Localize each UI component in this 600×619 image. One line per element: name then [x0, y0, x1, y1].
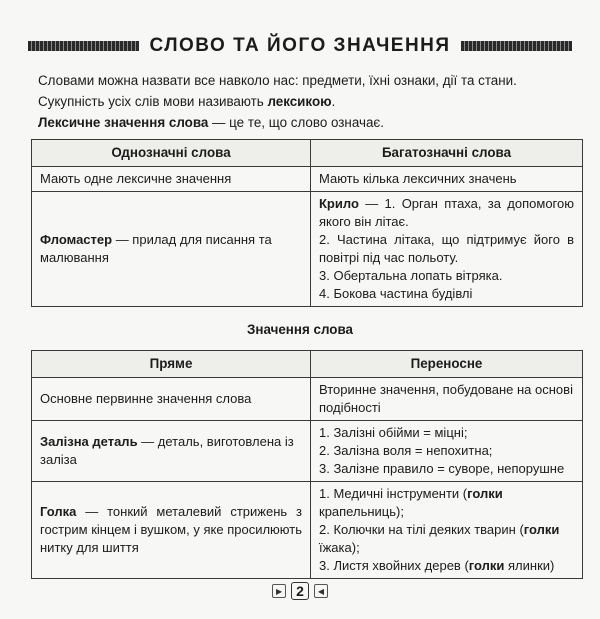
intro-text: [38, 70, 578, 133]
title-row: [28, 32, 572, 60]
cell-zalizne-figurative: [311, 421, 583, 482]
holka-meaning: — тонкий металевий стрижень з гострим кінцем і вушком, у яке просилюють нитку для шиття: [40, 504, 302, 555]
intro-line-3: [38, 112, 578, 133]
arrow-right-icon: ▶: [272, 584, 286, 598]
list-item: [319, 485, 574, 521]
header-figurative: Переносне: [311, 351, 583, 378]
title-decor-right: [461, 41, 572, 51]
intro-line-2: [38, 91, 578, 112]
holka-item-2-post: їжака);: [319, 540, 360, 555]
cell-direct-definition: Основне первинне значення слова: [32, 378, 311, 421]
intro-line-2-pre: Сукупність усіх слів мови називають: [38, 94, 268, 109]
flomaster-meaning: — прилад для писання та малювання: [40, 232, 272, 265]
krylo-meanings: [319, 195, 574, 303]
list-item: 1. Залізні обійми = міцні;: [319, 425, 468, 440]
intro-line-3-post: — це те, що слово означає.: [208, 115, 384, 130]
term-lexical-meaning: Лексичне значення слова: [38, 115, 209, 130]
list-item: 3. Залізне правило = суворе, непорушне: [319, 461, 565, 476]
table-row: [32, 167, 583, 192]
term-lexica: лексикою: [267, 94, 332, 109]
holka-item-2-pre: 2. Колючки на тілі деяких тварин (: [319, 522, 524, 537]
cell-holka-figurative: [311, 482, 583, 579]
cell-example-flomaster: [32, 192, 311, 307]
arrow-left-icon: ◀: [314, 584, 328, 598]
page-title: СЛОВО ТА ЙОГО ЗНАЧЕННЯ: [149, 35, 451, 56]
holka-item-1-post: крапельниць);: [319, 504, 404, 519]
list-item: [319, 521, 574, 557]
section-subtitle: Значення слова: [247, 322, 353, 337]
table-row: [32, 482, 583, 579]
zalizne-meanings: [319, 424, 574, 478]
list-item: 4. Бокова частина будівлі: [319, 286, 473, 301]
table-row: [32, 351, 583, 378]
cell-figurative-definition: Вторинне значення, побудоване на основі подібності: [311, 378, 583, 421]
cell-example-krylo: [311, 192, 583, 307]
word-krylo: Крило: [319, 196, 359, 211]
word-zalizna-detal: Залізна деталь: [40, 434, 138, 449]
header-direct: Пряме: [32, 351, 311, 378]
cell-example-zalizna: [32, 421, 311, 482]
krylo-meaning-1: — 1. Орган птаха, за допомогою якого він літає.: [319, 196, 574, 229]
holka-item-1-pre: 1. Медичні інструменти (: [319, 486, 468, 501]
header-single-meaning: Однозначні слова: [32, 140, 311, 167]
table-row: [32, 378, 583, 421]
holka-item-3-pre: 3. Листя хвойних дерев (: [319, 558, 469, 573]
page-number-footer: [0, 582, 600, 600]
intro-line-1: Словами можна назвати все навколо нас: предмети, їхні ознаки, дії та стани.: [38, 73, 517, 88]
word-holka: Голка: [40, 504, 77, 519]
word-flomaster: Фломастер: [40, 232, 113, 247]
cell-multi-definition: Мають кілька лексичних значень: [311, 167, 583, 192]
holka-item-2-bold: голки: [523, 522, 560, 537]
list-item: [319, 195, 574, 231]
table-direct-vs-figurative: [31, 350, 583, 579]
cell-single-definition: Мають одне лексичне значення: [32, 167, 311, 192]
list-item: 2. Залізна воля = непохитна;: [319, 443, 493, 458]
holka-item-1-bold: голки: [467, 486, 503, 501]
header-multi-meaning: Багатозначні слова: [311, 140, 583, 167]
list-item: 2. Частина літака, що підтримує його в повітрі під час польоту.: [319, 232, 574, 265]
zalizna-meaning: — деталь, виготовлена із заліза: [40, 434, 294, 467]
table-row: [32, 421, 583, 482]
page-number: 2: [291, 582, 309, 600]
list-item: [319, 557, 574, 575]
table-single-vs-multi-meaning: [31, 139, 583, 307]
intro-line-2-post: .: [331, 94, 336, 109]
holka-item-3-post: ялинки): [504, 558, 555, 573]
list-item: 3. Обертальна лопать вітряка.: [319, 268, 503, 283]
cell-example-holka: [32, 482, 311, 579]
title-decor-left: [28, 41, 139, 51]
table-row: [32, 192, 583, 307]
holka-item-3-bold: голки: [468, 558, 505, 573]
table-row: [32, 140, 583, 167]
holka-meanings: [319, 485, 574, 575]
